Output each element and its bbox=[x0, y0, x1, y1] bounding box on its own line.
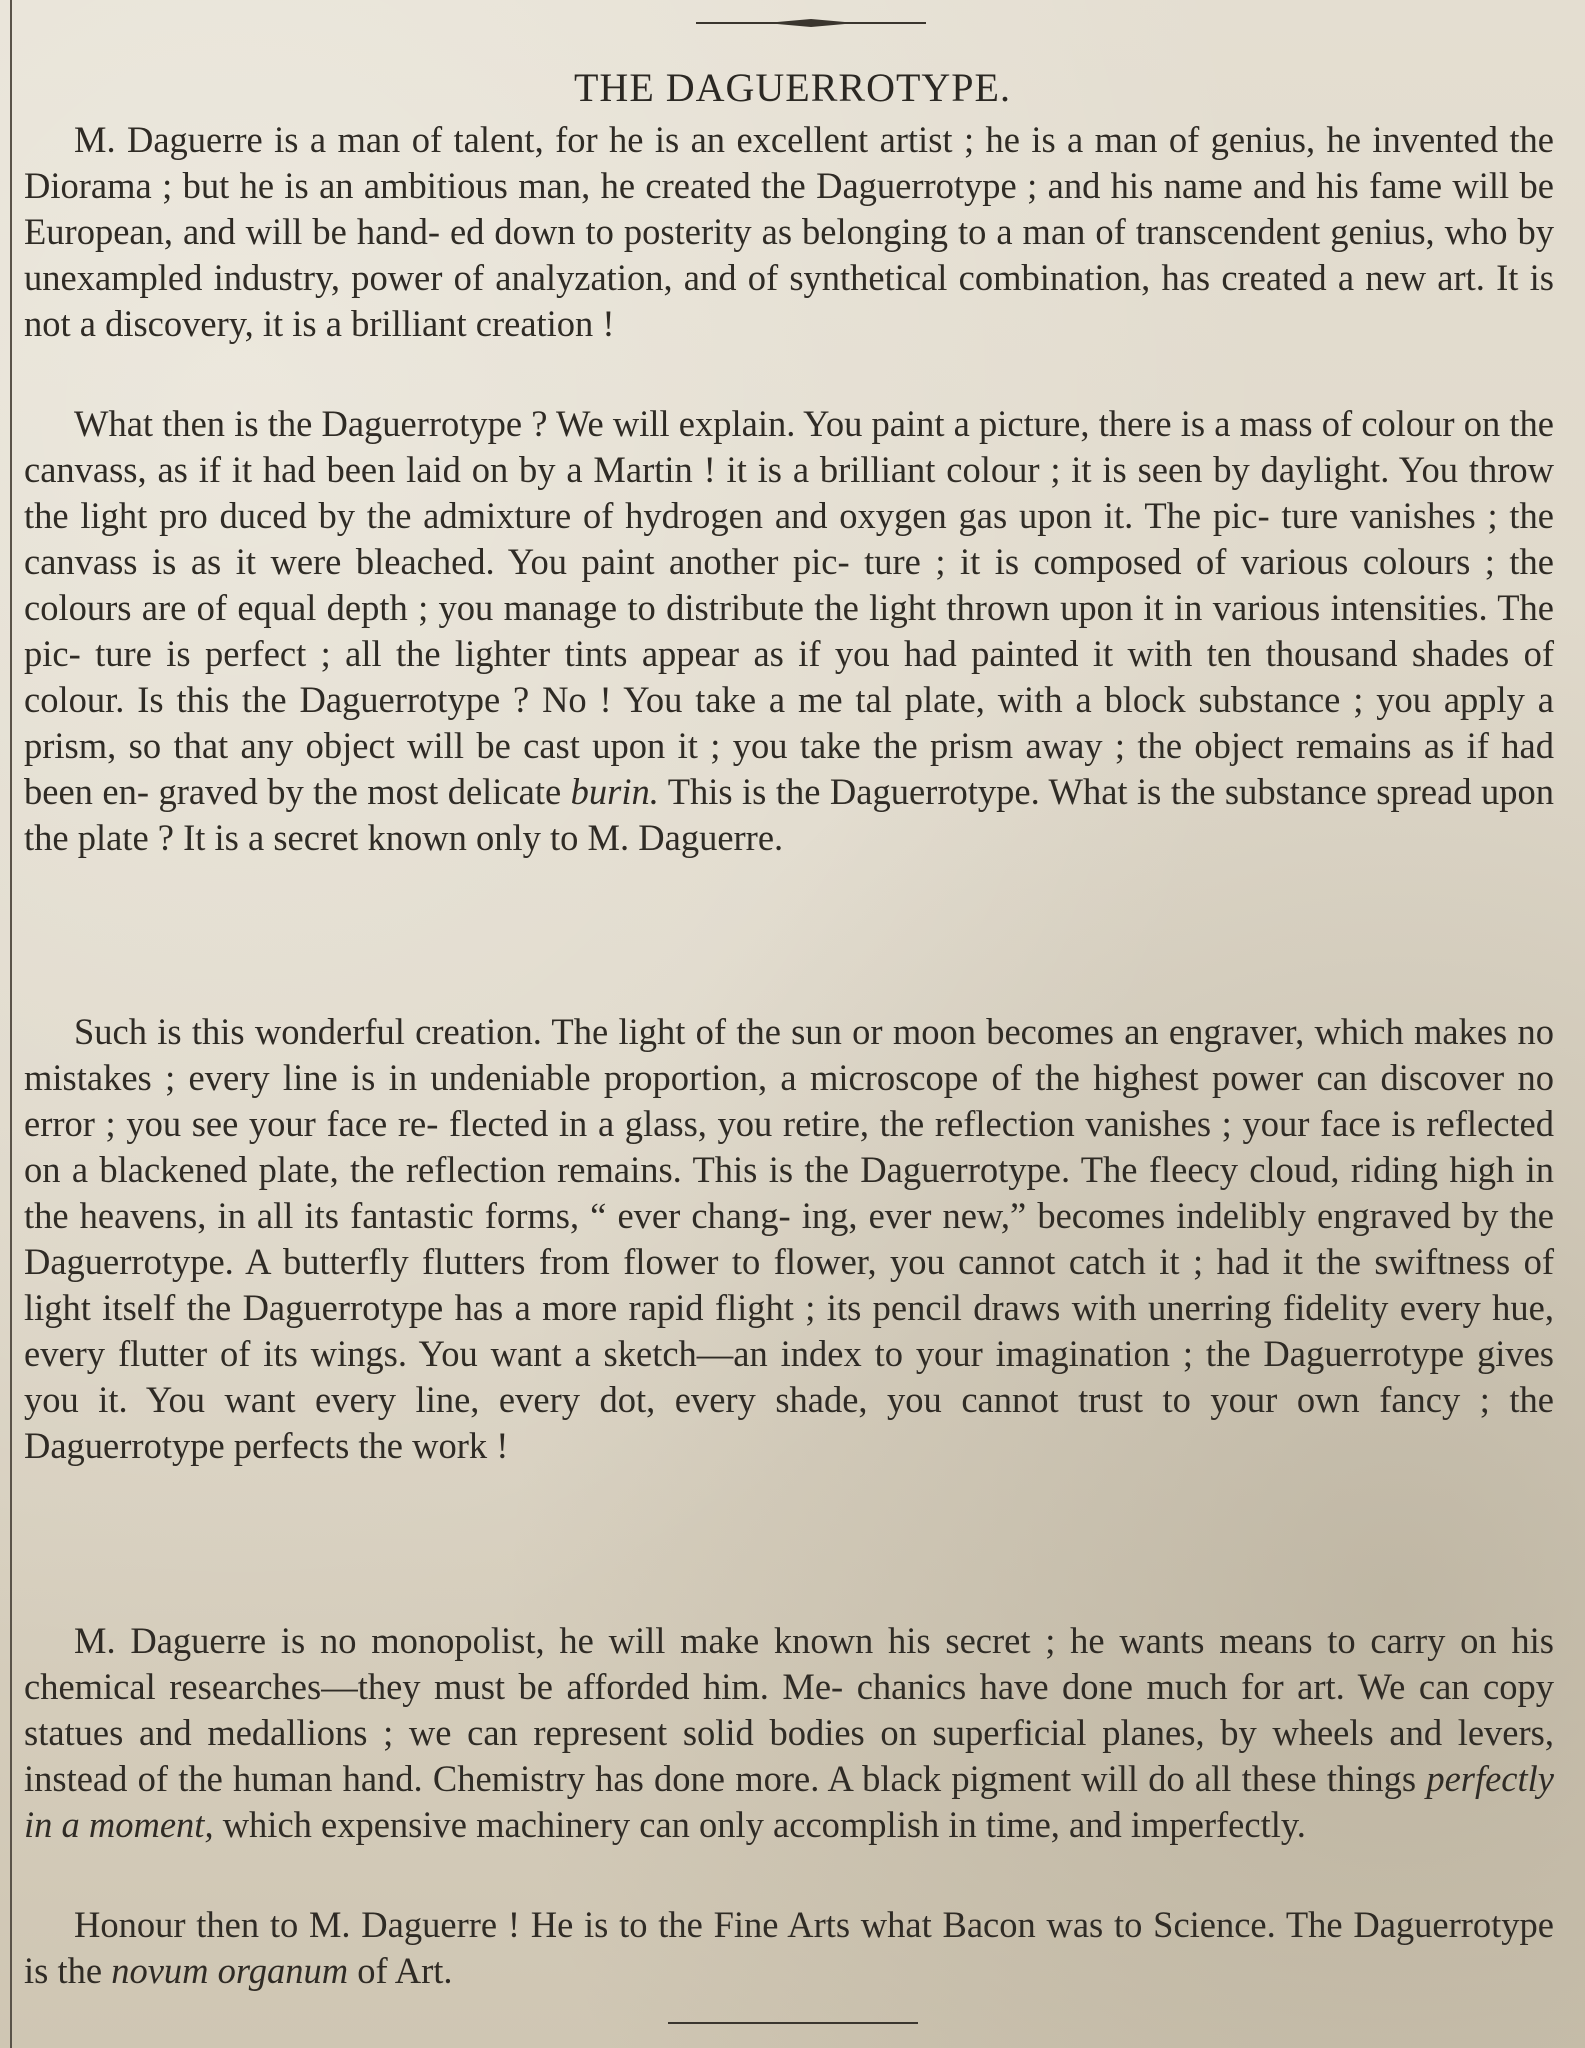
paragraph-2-italic: burin. bbox=[570, 771, 659, 812]
article-paragraph-4 bbox=[24, 1618, 1554, 1848]
article-paragraph-1 bbox=[24, 117, 1554, 347]
article-title: THE DAGUERROTYPE. bbox=[574, 65, 1011, 110]
article-paragraph-2 bbox=[24, 401, 1554, 861]
paragraph-4-text-end: which expensive machinery can only accomplish in time, and imperfectly. bbox=[222, 1804, 1306, 1845]
paragraph-3-text: Such is this wonderful creation. The light of the sun or moon becomes an engraver, which makes no mistakes ; every line is in undeniable proportion, a microscope of the highest power can discover no error ; you see your face re- flected in a glass, you retire, the reflection vanishes ; your face is reflected on a blackened plate, the reflection remains. This is the Daguerrotype. The fleecy cloud, riding high in the heavens, in all its fantastic forms, “ ever chang- ing, ever new,” becomes indelibly engraved by the Daguerrotype. A butterfly flutters from flower to flower, you cannot catch it ; had it the swiftness of light itself the Daguerrotype has a more rapid flight ; its pencil draws with unerring fidelity every hue, every flutter of its wings. You want a sketch—an index to your imagination ; the Daguerrotype gives you it. You want every line, every dot, every shade, you cannot trust to your own fancy ; the Daguerrotype perfects the work ! bbox=[24, 1011, 1554, 1466]
article-paragraph-5 bbox=[24, 1902, 1554, 1994]
top-ornament-rule bbox=[696, 18, 926, 28]
paragraph-4-text: M. Daguerre is no monopolist, he will make known his secret ; he wants means to carry on his chemical researches—they must be afforded him. Me- chanics have done much for art. We can copy statues and medallions ; we can represent solid bodies on superficial planes, by wheels and levers, instead of the human hand. Chemistry has done more. A black pigment will do all these things bbox=[24, 1620, 1554, 1799]
bottom-ornament-rule bbox=[668, 2018, 918, 2028]
paragraph-2-text: What then is the Daguerrotype ? We will explain. You paint a picture, there is a mass of colour on the canvass, as if it had been laid on by a Martin ! it is a brilliant colour ; it is seen by daylight. You throw the light pro duced by the admixture of hydrogen and oxygen gas upon it. The pic- ture vanishes ; the canvass is as it were bleached. You paint another pic- ture ; it is composed of various colours ; the colours are of equal depth ; you manage to distribute the light thrown upon it in various intensities. The pic- ture is perfect ; all the lighter tints appear as if you had painted it with ten thousand shades of colour. Is this the Daguerrotype ? No ! You take a me tal plate, with a block substance ; you apply a prism, so that any object will be cast upon it ; you take the prism away ; the object remains as if had been en- graved by the most delicate bbox=[24, 403, 1554, 812]
paragraph-4-italic: perfectly in a moment, bbox=[24, 1758, 1554, 1845]
paragraph-1-text: M. Daguerre is a man of talent, for he is an excellent artist ; he is a man of genius, he invented the Diorama ; but he is an ambitious man, he created the Daguerrotype ; and his name and his fame will be European, and will be hand- ed down to posterity as belonging to a man of transcendent genius, who by unexampled industry, power of analyzation, and of synthetical combination, has created a new art. It is not a discovery, it is a brilliant creation ! bbox=[24, 119, 1554, 344]
paragraph-5-text: Honour then to M. Daguerre ! He is to the Fine Arts what Bacon was to Science. The Daguerrotype is the bbox=[24, 1904, 1554, 1991]
article-paragraph-3 bbox=[24, 1009, 1554, 1469]
column-rule bbox=[10, 0, 12, 2048]
paragraph-2-text-end: This is the Daguerrotype. What is the substance spread upon the plate ? It is a secret known only to M. Daguerre. bbox=[24, 771, 1554, 858]
paragraph-5-text-end: of Art. bbox=[357, 1950, 453, 1991]
paragraph-5-italic: novum organum bbox=[111, 1950, 349, 1991]
